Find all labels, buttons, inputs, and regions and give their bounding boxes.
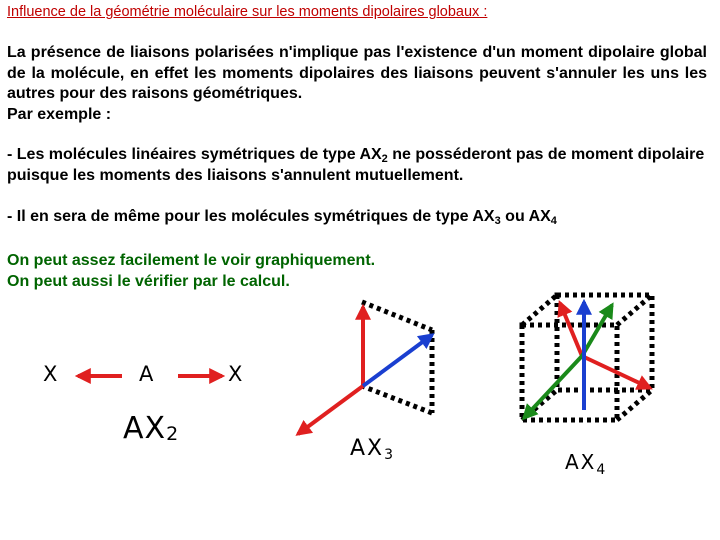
ax2-label-sub: 2 [166, 423, 180, 445]
bullet-ax2-sub: 2 [381, 153, 388, 165]
ax4-arrow-red-up [560, 303, 582, 356]
bullet-ax3-text: - Il en sera de même pour les molécules symétriques de type AX [7, 208, 495, 225]
intro-text: La présence de liaisons polarisées n'implique pas l'existence d'un moment dipolaire global de la molécule, en effet les moments dipolaires des liaisons peuvent s'annuler les uns les autres pour des raisons géométriques. [7, 44, 707, 102]
graph-note-line2: On peut aussi le vérifier par le calcul. [7, 272, 290, 290]
ax2-label [123, 411, 179, 446]
bullet-ax4-text: ou AX [500, 208, 551, 225]
ax4-label [565, 450, 608, 478]
ax4-arrow-green-up [582, 305, 612, 356]
ax4-diagram [522, 295, 652, 420]
ax2-atom-x-left: X [43, 362, 58, 386]
ax3-label-main: AX [350, 436, 385, 461]
bullet-ax2-text: - Les molécules linéaires symétriques de type AX [7, 146, 382, 163]
page-title: Influence de la géométrie moléculaire sur les moments dipolaires globaux : [7, 4, 488, 20]
ax4-label-sub: 4 [596, 462, 608, 478]
ax3-label [350, 436, 395, 461]
bullet-ax4-sub: 4 [550, 215, 557, 227]
ax2-atom-x-right: X [228, 362, 243, 386]
graph-note-line1: On peut assez facilement le voir graphiquement. [7, 252, 376, 269]
ax4-arrow-green-down [524, 356, 582, 418]
example-label: Par exemple : [7, 105, 112, 123]
ax3-diagram [298, 302, 432, 434]
bullet-ax2-text-end: ne posséderont pas de moment dipolaire puisque les moments des liaisons s'annulent mutuellement. [7, 146, 705, 184]
ax3-dotted-frame [362, 302, 432, 413]
ax4-label-main: AX [565, 450, 597, 474]
bullet-ax3-sub: 3 [494, 215, 501, 227]
ax3-label-sub: 3 [384, 447, 396, 463]
ax3-arrow-blue [363, 335, 432, 386]
ax3-arrow-down-left [298, 386, 363, 434]
ax2-label-main: AX [123, 411, 167, 446]
ax2-atom-a: A [139, 362, 154, 386]
